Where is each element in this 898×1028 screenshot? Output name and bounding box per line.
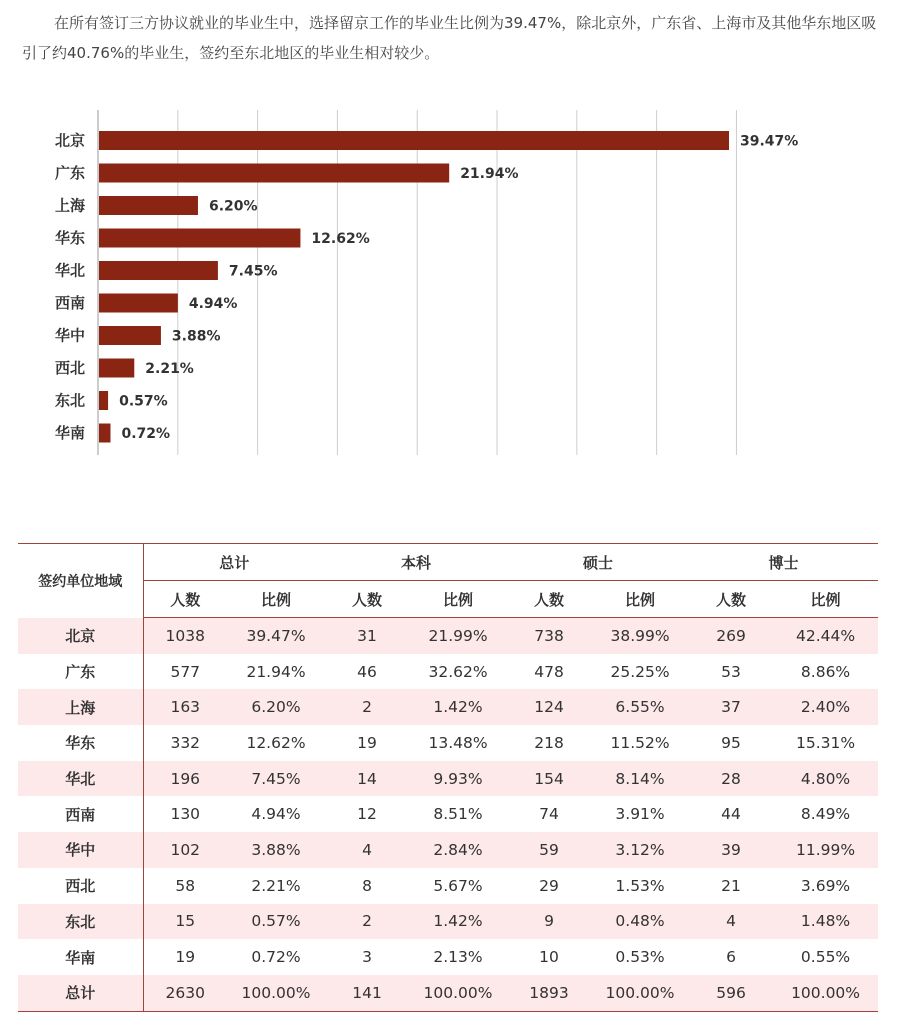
table-cell: 38.99%	[591, 618, 689, 654]
table-cell: 8.51%	[433, 805, 483, 824]
table-row	[18, 868, 878, 904]
group-header-doctor: 博士	[689, 544, 878, 581]
table-cell: 1893	[507, 975, 591, 1011]
table-cell: 8.86%	[800, 662, 851, 681]
table-cell: 21	[721, 876, 741, 895]
category-label: 华东	[54, 229, 85, 247]
table-cell: 4.80%	[773, 761, 878, 797]
table-cell: 53	[721, 662, 741, 681]
bar	[99, 164, 449, 183]
table-row	[18, 832, 878, 868]
category-label: 华南	[54, 424, 85, 442]
table-cell: 2.13%	[433, 948, 483, 967]
table-cell: 8.49%	[800, 805, 851, 824]
region-cell: 东北	[18, 904, 143, 940]
data-label: 6.20%	[208, 198, 258, 215]
table-cell: 15.31%	[796, 733, 856, 752]
table-cell: 1.53%	[615, 876, 665, 895]
bar	[99, 131, 729, 150]
table-cell: 25.25%	[610, 662, 670, 681]
sub-header-cell: 比例	[227, 581, 325, 618]
table-cell: 0.53%	[615, 948, 665, 967]
table-cell: 102	[143, 832, 227, 868]
bar	[99, 196, 198, 215]
region-cell: 西南	[18, 796, 143, 832]
table-cell: 74	[539, 805, 559, 824]
table-cell: 31	[325, 618, 409, 654]
sub-header-cell: 人数	[689, 581, 773, 618]
table-cell: 59	[507, 832, 591, 868]
table-cell: 32.62%	[428, 662, 488, 681]
bar	[99, 326, 161, 345]
data-label: 21.94%	[460, 166, 519, 182]
table-cell: 1.42%	[409, 689, 507, 725]
table-row	[18, 689, 878, 725]
table-row	[18, 618, 878, 654]
table-cell: 2	[325, 689, 409, 725]
table-cell: 8.14%	[591, 761, 689, 797]
bar	[99, 391, 108, 410]
category-label: 广东	[54, 164, 85, 182]
table-cell: 39	[689, 832, 773, 868]
table-cell: 124	[507, 689, 591, 725]
region-cell: 西北	[18, 868, 143, 904]
sub-header-cell: 比例	[773, 581, 878, 618]
table-cell: 577	[170, 662, 201, 681]
table-cell: 11.52%	[610, 733, 670, 752]
table-cell: 0.72%	[251, 948, 301, 967]
table-cell: 2630	[143, 975, 227, 1011]
table-row	[18, 654, 878, 690]
category-label: 西北	[54, 359, 85, 377]
table-cell: 0.55%	[800, 948, 851, 967]
table-cell: 8	[362, 876, 372, 895]
group-header-total: 总计	[143, 544, 325, 581]
table-cell: 1.42%	[409, 904, 507, 940]
table-cell: 0.48%	[591, 904, 689, 940]
table-cell: 141	[325, 975, 409, 1011]
table-cell: 3.91%	[615, 805, 665, 824]
table-cell: 21.94%	[246, 662, 306, 681]
data-label: 2.21%	[145, 361, 194, 377]
region-table-container	[18, 543, 878, 1012]
data-label: 39.47%	[740, 133, 799, 150]
data-label: 4.94%	[188, 296, 238, 312]
table-cell: 6.20%	[227, 689, 325, 725]
table-cell: 596	[689, 975, 773, 1011]
sub-header-cell: 人数	[507, 581, 591, 618]
region-cell: 华南	[18, 939, 143, 975]
table-cell: 19	[357, 733, 377, 752]
table-cell: 44	[721, 805, 741, 824]
category-label: 东北	[54, 391, 85, 410]
table-cell: 15	[143, 904, 227, 940]
region-cell: 北京	[18, 618, 143, 654]
table-cell: 12.62%	[246, 733, 306, 752]
table-cell: 2	[325, 904, 409, 940]
table-cell: 3.12%	[591, 832, 689, 868]
table-cell: 100.00%	[409, 975, 507, 1011]
table-cell: 0.57%	[227, 904, 325, 940]
table-cell: 39.47%	[227, 618, 325, 654]
table-cell: 9.93%	[409, 761, 507, 797]
table-cell: 1.48%	[773, 904, 878, 940]
sub-header-row	[18, 581, 878, 618]
table-cell: 100.00%	[591, 975, 689, 1011]
intro-paragraph: 在所有签订三方协议就业的毕业生中，选择留京工作的毕业生比例为39.47%，除北京外，广东省、上海市及其他华东地区吸引了约40.76%的毕业生，签约至东北地区的毕业生相对较少。	[22, 14, 877, 62]
region-cell: 上海	[18, 689, 143, 725]
sub-header-cell: 比例	[591, 581, 689, 618]
data-label: 7.45%	[228, 263, 278, 280]
table-cell: 269	[689, 618, 773, 654]
table-cell: 3.69%	[800, 876, 851, 895]
table-cell: 1038	[143, 618, 227, 654]
region-cell: 华中	[18, 832, 143, 868]
table-cell: 100.00%	[773, 975, 878, 1011]
region-table	[18, 543, 878, 1012]
table-cell: 37	[689, 689, 773, 725]
table-cell: 130	[170, 805, 201, 824]
table-body	[18, 618, 878, 1012]
table-cell: 14	[325, 761, 409, 797]
table-row	[18, 761, 878, 797]
table-cell: 4	[325, 832, 409, 868]
table-cell: 46	[357, 662, 377, 681]
table-row	[18, 796, 878, 832]
bar	[99, 359, 134, 378]
table-cell: 13.48%	[428, 733, 488, 752]
table-cell: 42.44%	[773, 618, 878, 654]
table-cell: 7.45%	[227, 761, 325, 797]
table-cell: 332	[170, 733, 201, 752]
category-label: 北京	[54, 131, 85, 150]
table-cell: 4	[689, 904, 773, 940]
sub-header-cell: 比例	[409, 581, 507, 618]
table-cell: 95	[721, 733, 741, 752]
table-cell: 196	[143, 761, 227, 797]
table-cell: 3	[362, 948, 372, 967]
category-label: 华中	[54, 326, 85, 345]
table-row	[18, 939, 878, 975]
category-label: 华北	[54, 261, 85, 280]
table-cell: 100.00%	[227, 975, 325, 1011]
table-cell: 6	[726, 948, 736, 967]
table-row	[18, 725, 878, 761]
table-cell: 4.94%	[251, 805, 301, 824]
table-cell: 19	[175, 948, 196, 967]
region-cell: 华北	[18, 761, 143, 797]
region-cell: 华东	[18, 725, 143, 761]
table-cell: 478	[534, 662, 564, 681]
category-label: 上海	[54, 196, 85, 215]
group-header-bachelor: 本科	[325, 544, 507, 581]
group-header-master: 硕士	[507, 544, 689, 581]
table-cell: 2.21%	[251, 876, 301, 895]
table-cell: 29	[539, 876, 559, 895]
bar	[99, 261, 218, 280]
table-cell: 738	[507, 618, 591, 654]
table-cell: 3.88%	[227, 832, 325, 868]
table-row	[18, 904, 878, 940]
sub-header-cell: 人数	[325, 581, 409, 618]
sub-header-cell: 人数	[143, 581, 227, 618]
table-row	[18, 975, 878, 1011]
table-cell: 11.99%	[773, 832, 878, 868]
table-cell: 28	[689, 761, 773, 797]
table-cell: 163	[143, 689, 227, 725]
table-cell: 218	[534, 733, 564, 752]
data-label: 3.88%	[171, 328, 221, 345]
table-cell: 6.55%	[591, 689, 689, 725]
region-bar-chart	[0, 110, 898, 460]
data-label: 12.62%	[311, 231, 370, 247]
table-cell: 10	[539, 948, 559, 967]
table-cell: 58	[175, 876, 196, 895]
bar	[99, 294, 178, 313]
region-cell: 总计	[18, 975, 143, 1011]
bar	[99, 424, 110, 443]
bar	[99, 229, 300, 248]
region-cell: 广东	[18, 654, 143, 690]
data-label: 0.57%	[119, 393, 168, 410]
table-cell: 154	[507, 761, 591, 797]
category-label: 西南	[54, 294, 85, 312]
row-header-cell: 签约单位地域	[18, 544, 143, 618]
table-cell: 12	[357, 805, 377, 824]
table-cell: 9	[507, 904, 591, 940]
table-cell: 2.40%	[773, 689, 878, 725]
data-label: 0.72%	[121, 426, 171, 442]
table-cell: 21.99%	[409, 618, 507, 654]
table-cell: 2.84%	[409, 832, 507, 868]
table-cell: 5.67%	[433, 876, 483, 895]
